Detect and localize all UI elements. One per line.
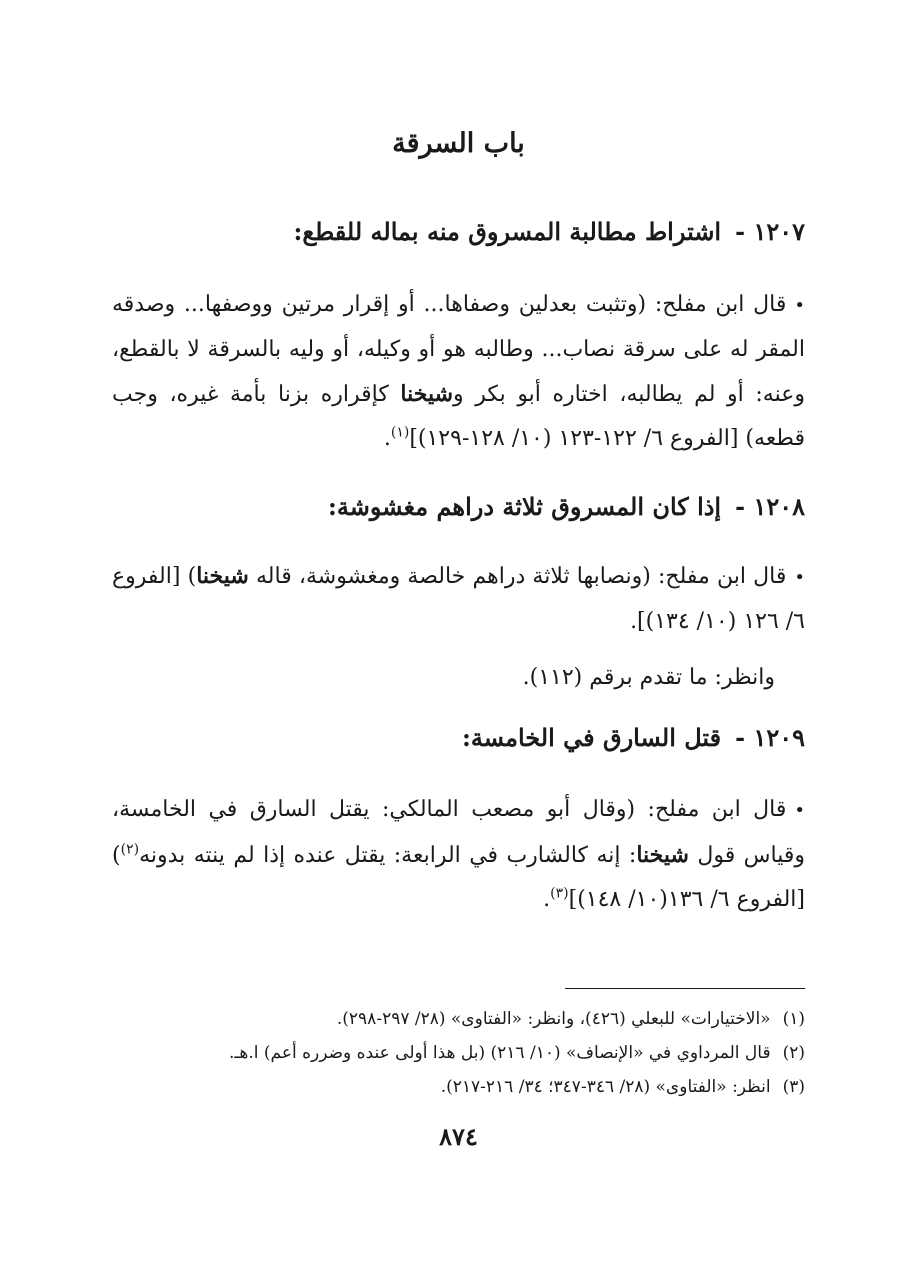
section-title: إذا كان المسروق ثلاثة دراهم مغشوشة: [328,492,722,521]
body-text: ) [الفروع ٦/ ١٣٦(١٠/ ١٤٨)] [112,843,805,912]
bullet-icon: • [794,800,805,821]
bullet-icon: • [794,295,805,316]
footnote-ref[interactable]: (٣) [550,885,569,902]
footnote-text: «الاختيارات» للبعلي (٤٢٦)، وانظر: «الفتاوى» (٢٨/ ٢٩٧-٢٩٨). [336,1009,771,1029]
body-text: : إنه كالشارب في الرابعة: يقتل عنده إذا لم ينته بدونه [139,843,637,868]
chapter-title: باب السرقة [392,128,525,159]
footnote-number: (١) [782,1009,805,1029]
section-1208 [112,487,805,700]
footnote-ref[interactable]: (٢) [120,841,140,858]
section-1209 [112,718,805,922]
footnote-divider [565,988,805,989]
section-title: اشتراط مطالبة المسروق منه بماله للقطع: [293,217,722,246]
body-text: كإقراره بزنا بأمة غيره، وجب قطعه) [الفروع ٦/ ١٢٢-١٢٣ (١٠/ ١٢٨-١٢٩)] [112,382,805,451]
section-title: قتل السارق في الخامسة: [461,723,722,752]
footnotes [112,1002,805,1104]
body-text: . [543,887,551,912]
bullet-icon: • [794,567,805,588]
body-text: . [383,426,391,451]
footnote [112,1070,805,1104]
section-body [112,788,805,922]
book-page [112,0,805,1271]
footnote-ref[interactable]: (١) [390,424,410,441]
section-heading [112,718,805,758]
section-number: ١٢٠٩ - [735,723,805,752]
section-heading [112,212,805,252]
emphasis-text: شيخنا [196,563,249,589]
section-number: ١٢٠٧ - [735,217,805,246]
footnote [112,1002,805,1036]
emphasis-text: شيخنا [400,381,454,407]
emphasis-text: شيخنا [636,842,689,868]
section-body [112,554,805,644]
footnote-number: (٣) [782,1077,805,1097]
body-text: قال ابن مفلح: (وتثبت بعدلين وصفاها... أو إقرار مرتين ووصفها... وصدقه المقر له على سرقة نصاب... وطالبه هو أو وكيله، أو وليه بالسرقة لا بالقطع، وعنه: أو لم يطالبه، اختاره أبو بكر و [112,292,805,407]
footnote [112,1036,805,1070]
body-text: قال ابن مفلح: (وقال أبو مصعب المالكي: يقتل السارق في الخامسة، وقياس قول [112,797,805,868]
section-body [112,283,805,461]
page-number: ٨٧٤ [439,1122,478,1151]
footnote-text: قال المرداوي في «الإنصاف» (١٠/ ٢١٦) (بل هذا أولى عنده وضرره أعم) ا.هـ. [229,1043,771,1063]
footnote-number: (٢) [782,1043,805,1063]
see-also: وانظر: ما تقدم برقم (١١٢). [522,665,775,690]
section-1207 [112,212,805,461]
section-heading [112,487,805,527]
body-text: قال ابن مفلح: (ونصابها ثلاثة دراهم خالصة ومغشوشة، قاله [248,564,787,589]
body-text: ) [الفروع ٦/ ١٢٦ (١٠/ ١٣٤)]. [112,564,805,634]
footnote-text: انظر: «الفتاوى» (٢٨/ ٣٤٦-٣٤٧؛ ٣٤/ ٢١٦-٢١٧). [440,1077,771,1097]
section-number: ١٢٠٨ - [735,492,805,521]
